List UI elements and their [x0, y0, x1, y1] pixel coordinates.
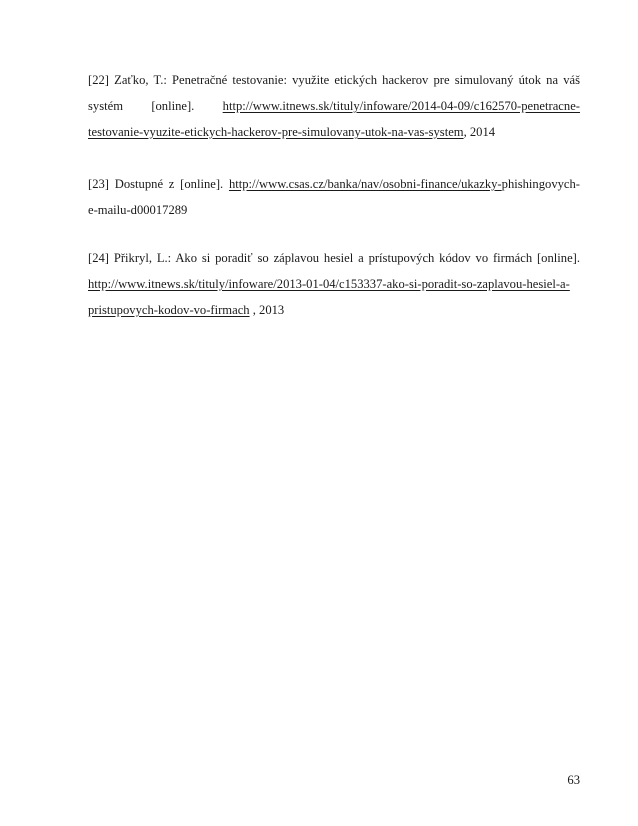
reference-23-link-tail: phishingovych- — [501, 177, 580, 191]
reference-24-line-3 — [88, 297, 580, 323]
reference-22-link-part-2[interactable]: testovanie-vyuzite-etickych-hackerov-pre-simulovany-utok-na-vas-system — [88, 125, 464, 139]
reference-22-year: , 2014 — [463, 125, 496, 139]
reference-24-line-1: [24] Přikryl, L.: Ako si poradiť so záplavou hesiel a prístupových kódov vo firmách [online]. — [88, 251, 580, 265]
reference-23-line-2: e-mailu-d00017289 — [88, 203, 188, 217]
reference-24-link-part-1[interactable]: http://www.itnews.sk/tituly/infoware/2013-01-04/c153337-ako-si-poradit-so-zaplavou-hesiel-a- — [88, 277, 570, 291]
reference-24-year: , 2013 — [249, 303, 285, 317]
reference-24 — [88, 245, 580, 323]
reference-22-online-label: [online]. — [151, 99, 195, 113]
reference-23-link[interactable]: http://www.csas.cz/banka/nav/osobni-finance/ukazky- — [228, 177, 502, 191]
reference-22-link-part-1[interactable]: http://www.itnews.sk/tituly/infoware/2014-04-09/c162570-penetracne- — [222, 99, 580, 113]
reference-22 — [88, 67, 580, 145]
reference-22-line-3 — [88, 119, 580, 145]
reference-24-line-2 — [88, 271, 580, 297]
reference-24-link-part-2[interactable]: pristupovych-kodov-vo-firmach — [88, 303, 250, 317]
reference-22-line-2 — [88, 93, 580, 119]
reference-23 — [88, 171, 580, 223]
reference-23-prefix: [23] Dostupné z [online]. — [88, 177, 229, 191]
reference-22-line-1: [22] Zaťko, T.: Penetračné testovanie: využite etických hackerov pre simulovaný útok na váš — [88, 73, 580, 87]
reference-23-line-1 — [88, 171, 580, 197]
reference-22-system-word: systém — [88, 99, 123, 113]
page-number: 63 — [567, 773, 580, 787]
